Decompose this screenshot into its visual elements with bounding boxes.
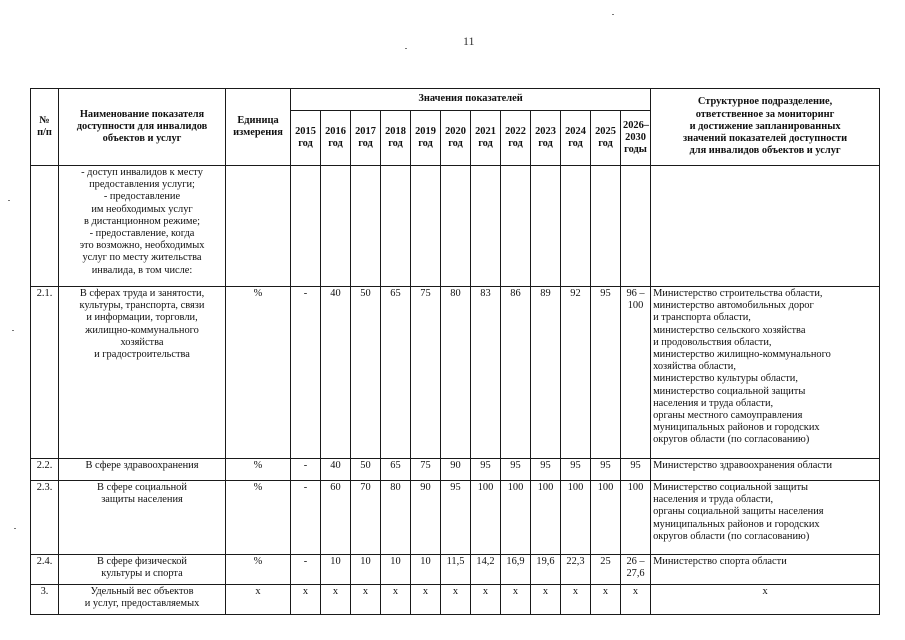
row-value: 95 <box>501 459 531 481</box>
row-value: х <box>411 585 441 615</box>
header-year: 2025 год <box>591 111 621 166</box>
row-value: 11,5 <box>441 555 471 585</box>
header-year: 2019 год <box>411 111 441 166</box>
row-value: х <box>441 585 471 615</box>
page-number: 11 <box>463 34 475 48</box>
row-value: 16,9 <box>501 555 531 585</box>
header-year: 2020 год <box>441 111 471 166</box>
row-value: 90 <box>441 459 471 481</box>
row-value <box>561 166 591 287</box>
row-indicator-name: - доступ инвалидов к месту предоставления услуги; - предоставление им необходимых услуг в дистанционном режиме; - предоставление, когда это возможно, необходимых услуг по месту жительства инвалида, в том числе: <box>59 166 226 287</box>
row-num <box>31 166 59 287</box>
row-num: 2.3. <box>31 481 59 555</box>
table-row <box>31 287 880 459</box>
row-value: 50 <box>351 287 381 459</box>
row-value: 19,6 <box>531 555 561 585</box>
row-value: х <box>501 585 531 615</box>
row-value: - <box>291 287 321 459</box>
row-value: х <box>561 585 591 615</box>
row-value: 89 <box>531 287 561 459</box>
header-values-group: Значения показателей <box>291 89 651 111</box>
row-value: 14,2 <box>471 555 501 585</box>
row-value: 60 <box>321 481 351 555</box>
row-responsible: х <box>651 585 880 615</box>
table-row <box>31 585 880 615</box>
row-value: 100 <box>591 481 621 555</box>
header-year: 2018 год <box>381 111 411 166</box>
row-value: 92 <box>561 287 591 459</box>
row-value: 100 <box>471 481 501 555</box>
row-responsible: Министерство строительства области, министерство автомобильных дорог и транспорта области, министерство сельского хозяйства и продовольствия области, министерство жилищно-коммунального хозяйства области, министерство культуры области, министерство социальной защиты населения и труда области, органы местного самоуправления муниципальных районов и городских округов области (по согласованию) <box>651 287 880 459</box>
row-indicator-name: Удельный вес объектов и услуг, предоставляемых <box>59 585 226 615</box>
header-year: 2024 год <box>561 111 591 166</box>
scan-speck <box>405 48 407 49</box>
row-value: 95 <box>531 459 561 481</box>
row-unit: % <box>226 481 291 555</box>
row-value: 70 <box>351 481 381 555</box>
row-unit: % <box>226 555 291 585</box>
row-value: 95 <box>561 459 591 481</box>
row-value <box>321 166 351 287</box>
table-row <box>31 459 880 481</box>
row-responsible <box>651 166 880 287</box>
row-value <box>381 166 411 287</box>
row-value: 65 <box>381 287 411 459</box>
row-value: 95 <box>591 459 621 481</box>
row-value: х <box>321 585 351 615</box>
row-value: 95 <box>441 481 471 555</box>
header-year: 2016 год <box>321 111 351 166</box>
row-value: 65 <box>381 459 411 481</box>
header-year: 2026– 2030 годы <box>621 111 651 166</box>
row-value: 25 <box>591 555 621 585</box>
row-indicator-name: В сфере физической культуры и спорта <box>59 555 226 585</box>
header-indicator-name: Наименование показателя доступности для инвалидов объектов и услуг <box>59 89 226 166</box>
row-value: - <box>291 481 321 555</box>
row-value <box>291 166 321 287</box>
row-value: 95 <box>621 459 651 481</box>
header-year: 2021 год <box>471 111 501 166</box>
row-value <box>501 166 531 287</box>
row-responsible: Министерство спорта области <box>651 555 880 585</box>
scan-speck <box>612 14 614 15</box>
row-value: х <box>621 585 651 615</box>
row-value: 50 <box>351 459 381 481</box>
row-num: 2.4. <box>31 555 59 585</box>
row-value: 90 <box>411 481 441 555</box>
row-value: х <box>471 585 501 615</box>
row-value: 75 <box>411 459 441 481</box>
row-value: х <box>291 585 321 615</box>
row-indicator-name: В сфере здравоохранения <box>59 459 226 481</box>
row-value: 96 – 100 <box>621 287 651 459</box>
row-unit <box>226 166 291 287</box>
header-year: 2015 год <box>291 111 321 166</box>
row-num: 2.1. <box>31 287 59 459</box>
row-value: 10 <box>381 555 411 585</box>
row-value: 80 <box>441 287 471 459</box>
row-value: 22,3 <box>561 555 591 585</box>
row-value: 75 <box>411 287 441 459</box>
row-value: - <box>291 555 321 585</box>
table-row <box>31 166 880 287</box>
row-value <box>531 166 561 287</box>
row-value: 10 <box>351 555 381 585</box>
row-value: х <box>591 585 621 615</box>
header-year: 2022 год <box>501 111 531 166</box>
table-row <box>31 481 880 555</box>
row-value: 40 <box>321 459 351 481</box>
row-value: х <box>381 585 411 615</box>
header-year: 2017 год <box>351 111 381 166</box>
row-num: 3. <box>31 585 59 615</box>
header-unit: Единица измерения <box>226 89 291 166</box>
scan-speck <box>14 528 16 529</box>
row-responsible: Министерство социальной защиты населения и труда области, органы социальной защиты населения муниципальных районов и городских округов области (по согласованию) <box>651 481 880 555</box>
indicators-table <box>30 88 880 615</box>
row-value: 40 <box>321 287 351 459</box>
row-value: 86 <box>501 287 531 459</box>
row-value: 83 <box>471 287 501 459</box>
row-value: 100 <box>561 481 591 555</box>
row-value: 95 <box>471 459 501 481</box>
row-value: 10 <box>321 555 351 585</box>
header-responsible: Структурное подразделение, ответственное за мониторинг и достижение запланированных значений показателей доступности для инвалидов объектов и услуг <box>651 89 880 166</box>
row-value: 26 – 27,6 <box>621 555 651 585</box>
row-value <box>351 166 381 287</box>
row-value: 100 <box>501 481 531 555</box>
row-unit: % <box>226 287 291 459</box>
row-value: - <box>291 459 321 481</box>
scan-speck <box>12 330 14 331</box>
row-num: 2.2. <box>31 459 59 481</box>
row-value <box>441 166 471 287</box>
row-value: х <box>531 585 561 615</box>
table-row <box>31 555 880 585</box>
row-value: 95 <box>591 287 621 459</box>
row-value: 80 <box>381 481 411 555</box>
row-value <box>591 166 621 287</box>
row-value: 10 <box>411 555 441 585</box>
row-value: 100 <box>621 481 651 555</box>
row-unit: % <box>226 459 291 481</box>
header-num: № п/п <box>31 89 59 166</box>
row-indicator-name: В сферах труда и занятости, культуры, транспорта, связи и информации, торговли, жилищно-коммунального хозяйства и градостроительства <box>59 287 226 459</box>
scan-speck <box>8 200 10 201</box>
row-value: 100 <box>531 481 561 555</box>
row-indicator-name: В сфере социальной защиты населения <box>59 481 226 555</box>
row-value: х <box>351 585 381 615</box>
row-value <box>471 166 501 287</box>
row-value <box>411 166 441 287</box>
row-responsible: Министерство здравоохранения области <box>651 459 880 481</box>
header-year: 2023 год <box>531 111 561 166</box>
row-unit: х <box>226 585 291 615</box>
row-value <box>621 166 651 287</box>
